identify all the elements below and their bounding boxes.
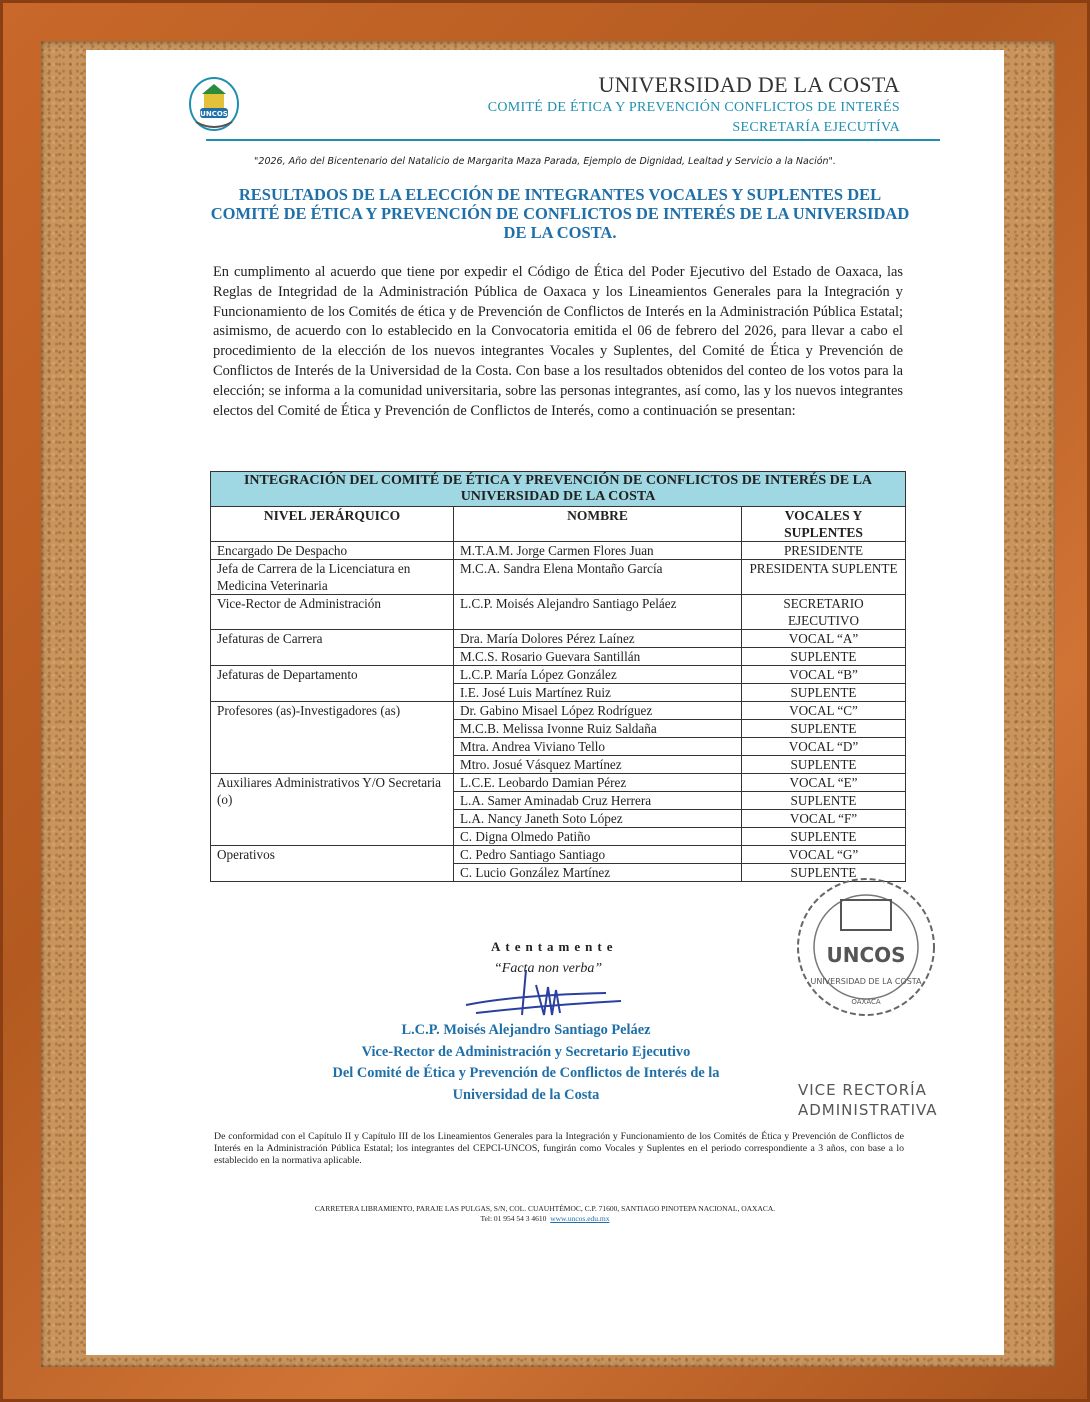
stamp-line-2: ADMINISTRATIVA xyxy=(798,1101,938,1119)
closing-motto: “Facta non verba” xyxy=(494,961,603,976)
cell-role: SUPLENTE xyxy=(742,684,906,702)
col-header-role: VOCALES Y SUPLENTES xyxy=(742,507,906,542)
cell-role: VOCAL “G” xyxy=(742,846,906,864)
cell-role: PRESIDENTA SUPLENTE xyxy=(742,560,906,595)
stamp-text xyxy=(798,1080,938,1120)
col-header-name: NOMBRE xyxy=(454,507,742,542)
document-title: RESULTADOS DE LA ELECCIÓN DE INTEGRANTES VOCALES Y SUPLENTES DEL COMITÉ DE ÉTICA Y PREVENCIÓN DE CONFLICTOS DE INTERÉS DE LA UNIVERSIDAD DE LA COSTA. xyxy=(210,185,910,242)
handwritten-signature xyxy=(456,965,636,1025)
committee-table xyxy=(210,471,906,882)
table-row xyxy=(211,595,906,630)
seal-logo-text: UNCOS xyxy=(826,943,906,967)
table-title: INTEGRACIÓN DEL COMITÉ DE ÉTICA Y PREVENCIÓN DE CONFLICTOS DE INTERÉS DE LA UNIVERSIDAD DE LA COSTA xyxy=(211,472,906,507)
cell-name: L.C.P. María López González xyxy=(454,666,742,684)
cell-role: SUPLENTE xyxy=(742,720,906,738)
cell-name: L.C.E. Leobardo Damian Pérez xyxy=(454,774,742,792)
table-row xyxy=(211,666,906,684)
table-row xyxy=(211,774,906,792)
committee-name: COMITÉ DE ÉTICA Y PREVENCIÓN CONFLICTOS DE INTERÉS xyxy=(487,100,900,115)
table-row xyxy=(211,702,906,720)
year-motto: "2026, Año del Bicentenario del Natalicio de Margarita Maza Parada, Ejemplo de Dignidad, Lealtad y Servicio a la Nación". xyxy=(254,156,836,167)
signer-role-1: Vice-Rector de Administración y Secretario Ejecutivo xyxy=(361,1043,691,1060)
seal-arc-text: UNIVERSIDAD DE LA COSTA xyxy=(810,977,922,986)
cell-name: L.A. Nancy Janeth Soto López xyxy=(454,810,742,828)
cell-role: VOCAL “B” xyxy=(742,666,906,684)
cell-level: Encargado De Despacho xyxy=(211,542,454,560)
cell-name: C. Pedro Santiago Santiago xyxy=(454,846,742,864)
cell-name: C. Digna Olmedo Patiño xyxy=(454,828,742,846)
signer-name: L.C.P. Moisés Alejandro Santiago Peláez xyxy=(401,1022,651,1038)
cell-name: M.T.A.M. Jorge Carmen Flores Juan xyxy=(454,542,742,560)
address-footer xyxy=(86,1204,1004,1224)
cell-role: VOCAL “E” xyxy=(742,774,906,792)
cell-name: M.C.B. Melissa Ivonne Ruiz Saldaña xyxy=(454,720,742,738)
cell-level: Auxiliares Administrativos Y/O Secretaria (o) xyxy=(211,774,454,846)
cell-role: SUPLENTE xyxy=(742,792,906,810)
cell-role: VOCAL “D” xyxy=(742,738,906,756)
cell-name: L.A. Samer Aminadab Cruz Herrera xyxy=(454,792,742,810)
cell-name: C. Lucio González Martínez xyxy=(454,864,742,882)
cell-name: Mtra. Andrea Viviano Tello xyxy=(454,738,742,756)
website-link[interactable]: www.uncos.edu.mx xyxy=(550,1214,610,1223)
table-row xyxy=(211,846,906,864)
cell-role: PRESIDENTE xyxy=(742,542,906,560)
document-page xyxy=(86,50,1004,1355)
seal-place-text: OAXACA xyxy=(851,998,881,1006)
cell-name: M.C.S. Rosario Guevara Santillán xyxy=(454,648,742,666)
cell-role: VOCAL “C” xyxy=(742,702,906,720)
secretariat-name: SECRETARÍA EJECUTÍVA xyxy=(732,120,900,135)
cell-role: SUPLENTE xyxy=(742,864,906,882)
table-row xyxy=(211,542,906,560)
col-header-level: NIVEL JERÁRQUICO xyxy=(211,507,454,542)
university-logo xyxy=(186,70,242,134)
table-body xyxy=(211,542,906,882)
cell-name: Dr. Gabino Misael López Rodríguez xyxy=(454,702,742,720)
cell-name: M.C.A. Sandra Elena Montaño García xyxy=(454,560,742,595)
table-row xyxy=(211,630,906,648)
header-divider xyxy=(206,139,940,141)
signer-role-2: Del Comité de Ética y Prevención de Conflictos de Interés de la xyxy=(332,1065,720,1081)
signature-block xyxy=(316,1020,736,1106)
footnote: De conformidad con el Capítulo II y Capítulo III de los Lineamientos Generales para la Integración y Funcionamiento de los Comités de Ética y Prevención de Conflictos de Interés en la Administración Pública Estatal; los integrantes del CEPCI-UNCOS, fungirán como Vocales y Suplentes en el periodo correspondiente a 3 años, con base a lo establecido en la normativa aplicable. xyxy=(214,1131,904,1166)
official-seal xyxy=(781,872,951,1022)
university-name: UNIVERSIDAD DE LA COSTA xyxy=(598,72,900,97)
phone-number: Tel: 01 954 54 3 4610 xyxy=(480,1214,547,1223)
cell-level: Profesores (as)-Investigadores (as) xyxy=(211,702,454,774)
cell-name: Dra. María Dolores Pérez Laínez xyxy=(454,630,742,648)
signer-role-3: Universidad de la Costa xyxy=(452,1086,600,1103)
cell-role: SUPLENTE xyxy=(742,828,906,846)
stamp-line-1: VICE RECTORÍA xyxy=(798,1081,927,1099)
cell-role: SUPLENTE xyxy=(742,648,906,666)
logo-text: UNCOS xyxy=(200,110,228,118)
cell-role: VOCAL “A” xyxy=(742,630,906,648)
intro-paragraph: En cumplimento al acuerdo que tiene por expedir el Código de Ética del Poder Ejecutivo del Estado de Oaxaca, las Reglas de Integridad de la Administración Pública de Oaxaca y los Lineamientos Generales para la Integración y Funcionamiento de los Comités de ética y de Prevención de Conflictos de Interés en la Administración Pública Estatal; asimismo, de acuerdo con lo establecido en la Convocatoria emitida el 06 de febrero del 2026, para llevar a cabo el procedimiento de la elección de los nuevos integrantes Vocales y Suplentes, del Comité de Ética y Prevención de Conflictos de Interés de la Universidad de la Costa. Con base a los resultados obtenidos del conteo de los votos para la elección; se informa a la comunidad universitaria, sobre las personas integrantes, así como, las y los nuevos integrantes electos del Comité de Ética y Prevención de Conflictos de Interés, como a continuación se presentan: xyxy=(213,264,903,419)
cell-level: Jefa de Carrera de la Licenciatura en Medicina Veterinaria xyxy=(211,560,454,595)
cell-name: Mtro. Josué Vásquez Martínez xyxy=(454,756,742,774)
cell-name: L.C.P. Moisés Alejandro Santiago Peláez xyxy=(454,595,742,630)
table-row xyxy=(211,560,906,595)
address-line: CARRETERA LIBRAMIENTO, PARAJE LAS PULGAS, S/N, COL. CUAUHTÉMOC, C.P. 71600, SANTIAGO PINOTEPA NACIONAL, OAXACA. xyxy=(314,1204,776,1213)
cell-role: VOCAL “F” xyxy=(742,810,906,828)
cell-level: Jefaturas de Carrera xyxy=(211,630,454,666)
cell-name: I.E. José Luis Martínez Ruiz xyxy=(454,684,742,702)
closing-atentamente: Atentamente xyxy=(491,939,618,954)
cell-role: SUPLENTE xyxy=(742,756,906,774)
cell-level: Operativos xyxy=(211,846,454,882)
cell-level: Jefaturas de Departamento xyxy=(211,666,454,702)
cell-role: SECRETARIO EJECUTIVO xyxy=(742,595,906,630)
cell-level: Vice-Rector de Administración xyxy=(211,595,454,630)
